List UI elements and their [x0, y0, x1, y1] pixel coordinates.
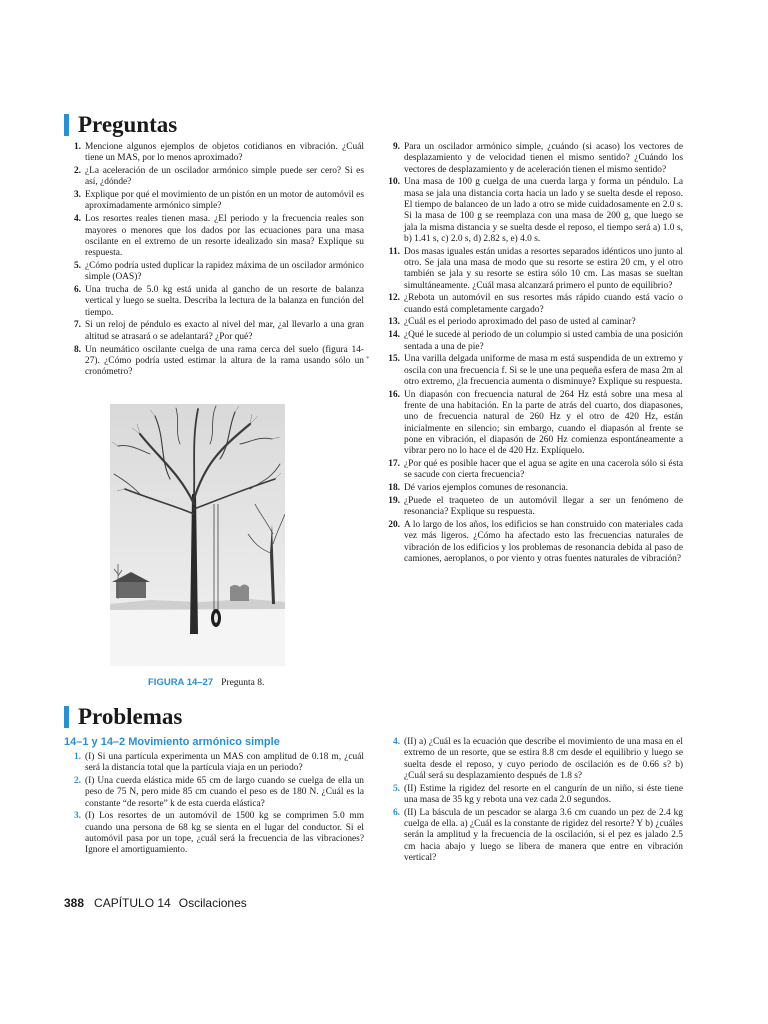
question-item: [383, 496, 683, 519]
question-number: 5.: [73, 260, 81, 271]
question-item: [383, 293, 683, 316]
page-footer: [64, 896, 247, 910]
question-item: [383, 483, 683, 494]
question-number: 8.: [73, 344, 81, 355]
question-number: 17.: [388, 459, 400, 470]
question-text: Mencione algunos ejemplos de objetos cotidianos en vibración. ¿Cuál tiene un MAS, por lo menos aproximado?: [85, 142, 364, 164]
question-number: 12.: [388, 293, 400, 304]
problemas-subsection-heading: 14–1 y 14–2 Movimiento armónico simple: [64, 736, 280, 748]
question-number: 4.: [73, 214, 81, 225]
problem-number: 1.: [73, 752, 81, 762]
heading-accent-bar: [64, 706, 69, 728]
question-text: Una masa de 100 g cuelga de una cuerda larga y forma un péndulo. La masa se jala una distancia corta hacia un lado y se suelta desde el reposo. El tiempo de balanceo de un lado a otro se mide cuidadosamente en 2.0 s. Si la masa de 100 g se reemplaza con una masa de 200 g, que luego se jala la misma distancia y se suelta desde el reposo, el tiempo será a) 1.0 s, b) 1.41 s, c) 2.0 s, d) 2.82 s, e) 4.0 s.: [404, 177, 683, 244]
question-text: Una trucha de 5.0 kg está unida al gancho de un resorte de balanza vertical y luego se suelta. Describa la lectura de la balanza en función del tiempo.: [85, 285, 364, 318]
question-item: [64, 214, 364, 259]
question-number: 19.: [388, 495, 400, 506]
question-item: [64, 261, 364, 284]
problem-text: (I) Los resortes de un automóvil de 1500 kg se comprimen 5.0 mm cuando una persona de 68 kg se sienta en el lugar del conductor. Si el automóvil pasa por un tope, ¿cuál será la frecuencia de las vibraciones? Ignore el amortiguamiento.: [85, 811, 364, 856]
question-number: 7.: [73, 320, 81, 331]
problem-text: (I) Una cuerda elástica mide 65 cm de largo cuando se cuelga de ella un peso de 75 N, pero mide 85 cm cuando el peso es de 180 N. ¿Cuál es la constante “de resorte” k de esta cuerda elástica?: [85, 776, 364, 809]
question-text: A lo largo de los años, los edificios se han construido con materiales cada vez más ligeros. ¿Cómo ha afectado esto las frecuencias naturales de vibración de los edificios y los problemas de resonancia debida al paso de camiones, aeroplanos, o por viento y otras fuentes naturales de vibración?: [404, 520, 683, 564]
heading-accent-bar: [64, 114, 69, 136]
question-item: [383, 317, 683, 328]
problem-item: [64, 776, 364, 810]
question-item: [64, 345, 364, 379]
question-text: Una varilla delgada uniforme de masa m está suspendida de un extremo y oscila con una frecuencia f. Si se le une una pequeña esfera de masa 2m al otro extremo, ¿la frecuencia aumenta o disminuye? Explique su respuesta.: [404, 354, 683, 387]
question-item: [383, 247, 683, 292]
problem-text: (I) Si una partícula experimenta un MAS con amplitud de 0.18 m, ¿cuál será la distancia total que la partícula viaja en un periodo?: [85, 752, 364, 774]
problem-number: 2.: [73, 776, 81, 787]
question-item: [366, 354, 683, 388]
question-item: [383, 520, 683, 565]
question-number: 1.: [73, 142, 81, 152]
question-item: [383, 390, 683, 458]
figure-label: FIGURA 14–27: [148, 677, 214, 688]
question-number: 18.: [388, 483, 400, 494]
chapter-title: Oscilaciones: [178, 896, 247, 910]
question-item: [383, 142, 683, 176]
question-text: ¿La aceleración de un oscilador armónico simple puede ser cero? Si es así, ¿dónde?: [85, 166, 364, 188]
question-text: ¿Cuál es el periodo aproximado del paso de usted al caminar?: [404, 317, 636, 328]
question-text: ¿Por qué es posible hacer que el agua se agite en una cacerola sólo si ésta se sacude con cierta frecuencia?: [404, 459, 683, 481]
question-item: [64, 285, 364, 319]
question-text: ¿Qué le sucede al periodo de un columpio si usted cambia de una posición sentada a una de pie?: [404, 330, 683, 352]
question-number: 10.: [388, 177, 400, 188]
question-text: Dos masas iguales están unidas a resortes separados idénticos uno junto al otro. Se jala una masa de modo que su resorte se estira 20 cm, y el otro también se jala y su resorte se estira sólo 10 cm. Las masas se sueltan simultáneamente. ¿Cuál masa alcanzará primero el punto de equilibrio?: [404, 246, 683, 291]
question-number: 13.: [388, 317, 400, 328]
figure-caption: [148, 677, 264, 688]
question-text: ¿Puede el traqueteo de un automóvil llegar a ser un fenómeno de resonancia? Explique su respuesta.: [404, 495, 683, 518]
preguntas-heading: [64, 112, 177, 138]
preguntas-title: Preguntas: [78, 112, 178, 137]
problem-text: (II) La báscula de un pescador se alarga 3.6 cm cuando un pez de 2.4 kg cuelga de ella. a) ¿Cuál es la constante de rigidez del resorte? Y b) ¿cuáles serán la amplitud y la frecuencia de la oscilación, si el pez es jalado 2.5 cm hacia abajo y luego se libera de manera que entre en vibración vertical?: [404, 807, 683, 863]
question-item: [64, 320, 364, 343]
question-item: [383, 177, 683, 245]
question-item: [383, 330, 683, 353]
question-text: Un neumático oscilante cuelga de una rama cerca del suelo (figura 14-27). ¿Cómo podría usted estimar la altura de la rama usando sólo un cronómetro?: [85, 344, 364, 378]
question-number: 3.: [73, 190, 81, 201]
chapter-label: CAPÍTULO 14: [94, 896, 171, 910]
problem-item: [383, 784, 683, 807]
problem-number: 5.: [392, 783, 400, 794]
question-number: 6.: [73, 285, 81, 296]
question-number: 9.: [392, 142, 400, 152]
problemas-heading: [64, 704, 182, 730]
problem-text: (II) Estime la rigidez del resorte en el cangurín de un niño, si éste tiene una masa de 35 kg y rebota una vez cada 2.0 segundos.: [404, 783, 683, 805]
page-number: 388: [64, 896, 85, 910]
question-text: ¿Cómo podría usted duplicar la rapidez máxima de un oscilador armónico simple (OAS)?: [85, 260, 364, 283]
problem-number: 4.: [392, 737, 400, 747]
question-text: Para un oscilador armónico simple, ¿cuándo (si acaso) los vectores de desplazamiento y de velocidad tienen el mismo sentido? ¿Cuándo los vectores de desplazamiento y de aceleración tienen el mismo sentido?: [404, 142, 683, 175]
preguntas-left-column: [64, 142, 364, 380]
question-item: [64, 142, 364, 165]
problem-number: 3.: [73, 811, 81, 822]
problem-item: [64, 811, 364, 856]
question-number: 2.: [73, 166, 81, 177]
question-text: Los resortes reales tienen masa. ¿El periodo y la frecuencia reales son mayores o menores que los dados por las ecuaciones para una masa oscilante en el extremo de un resorte idealizado sin masa? Explique su respuesta.: [85, 214, 364, 259]
question-number: 14.: [388, 330, 400, 341]
question-number: 11.: [388, 246, 400, 257]
question-number: 16.: [388, 389, 400, 400]
question-item: [64, 166, 364, 189]
problem-item: [383, 737, 683, 782]
problemas-left-column: [64, 752, 364, 858]
question-item: [64, 190, 364, 213]
question-text: Explique por qué el movimiento de un pistón en un motor de automóvil es aproximadamente armónico simple?: [85, 190, 364, 212]
question-number: 20.: [388, 520, 400, 530]
tire-swing-photo: [110, 404, 285, 666]
question-text: Si un reloj de péndulo es exacto al nivel del mar, ¿al llevarlo a una gran altitud se atrasará o se adelantará? ¿Por qué?: [85, 320, 364, 342]
problem-item: [383, 808, 683, 864]
question-text: Un diapasón con frecuencia natural de 264 Hz está sobre una mesa al frente de una habitación. En la parte de atrás del cuarto, dos diapasones, uno de frecuencia natural de 260 Hz y el otro de 420 Hz, están inicialmente en silencio; sin embargo, cuando el diapasón al frente se pone en vibración, el diapasón de 260 Hz comienza espontáneamente a vibrar pero no lo hace el de 420 Hz. Explíquelo.: [404, 389, 683, 457]
problem-number: 6.: [392, 807, 400, 818]
problem-text: (II) a) ¿Cuál es la ecuación que describe el movimiento de una masa en el extremo de un resorte, que se estira 8.8 cm desde el equilibrio y luego se suelta desde el reposo, y cuyo periodo de oscilación es de 0.66 s? b) ¿Cuál será su desplazamiento después de 1.8 s?: [404, 737, 683, 781]
problemas-right-column: [383, 737, 683, 866]
question-marker: *: [366, 355, 370, 364]
question-text: ¿Rebota un automóvil en sus resortes más rápido cuando está vacío o cuando está completamente cargado?: [404, 293, 683, 315]
preguntas-right-column: [366, 142, 683, 567]
question-number: 15.: [388, 354, 400, 365]
problemas-title: Problemas: [78, 704, 183, 729]
question-item: [383, 459, 683, 482]
question-text: Dé varios ejemplos comunes de resonancia.: [404, 483, 569, 494]
problem-item: [64, 752, 364, 775]
figure-caption-text: Pregunta 8.: [221, 678, 265, 688]
